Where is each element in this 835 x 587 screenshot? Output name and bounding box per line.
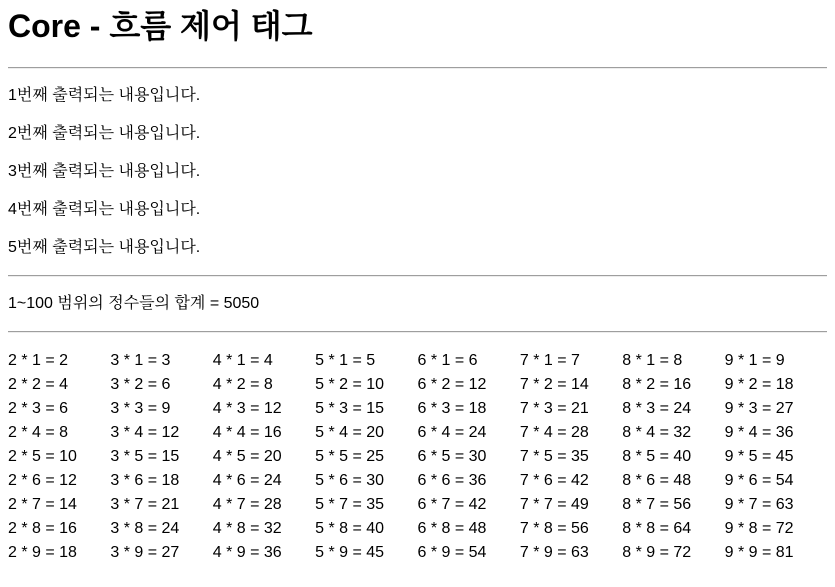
loop-message: 2번째 출력되는 내용입니다. — [8, 124, 201, 142]
mul-cell: 9 * 9 = 81 — [724, 543, 794, 561]
loop-message: 5번째 출력되는 내용입니다. — [8, 238, 201, 256]
mul-cell: 8 * 6 = 48 — [622, 471, 692, 489]
mul-cell: 3 * 5 = 15 — [110, 447, 180, 465]
mul-row — [8, 445, 827, 469]
mul-row — [8, 349, 827, 373]
mul-cell: 4 * 9 = 36 — [212, 543, 282, 561]
mul-cell: 8 * 8 = 64 — [622, 519, 692, 537]
mul-cell: 7 * 8 = 56 — [519, 519, 589, 537]
mul-cell: 9 * 3 = 27 — [724, 399, 794, 417]
mul-cell: 3 * 6 = 18 — [110, 471, 180, 489]
multiplication-table — [8, 349, 827, 565]
mul-cell: 6 * 4 = 24 — [417, 423, 487, 441]
mul-cell: 2 * 8 = 16 — [8, 519, 77, 537]
mul-cell: 5 * 8 = 40 — [315, 519, 385, 537]
mul-cell: 4 * 3 = 12 — [212, 399, 282, 417]
mul-cell: 4 * 7 = 28 — [212, 495, 282, 513]
mul-row — [8, 541, 827, 565]
mul-cell: 3 * 8 = 24 — [110, 519, 180, 537]
mul-cell: 3 * 1 = 3 — [110, 351, 171, 369]
mul-cell: 9 * 6 = 54 — [724, 471, 794, 489]
mul-cell: 3 * 4 = 12 — [110, 423, 180, 441]
mul-cell: 5 * 4 = 20 — [315, 423, 385, 441]
mul-cell: 6 * 7 = 42 — [417, 495, 487, 513]
mul-row — [8, 421, 827, 445]
mul-cell: 8 * 7 = 56 — [622, 495, 692, 513]
mul-cell: 5 * 2 = 10 — [315, 375, 385, 393]
mul-cell: 3 * 9 = 27 — [110, 543, 180, 561]
mul-row — [8, 517, 827, 541]
sum-section — [8, 293, 827, 315]
mul-cell: 2 * 4 = 8 — [8, 423, 69, 441]
loop-message: 1번째 출력되는 내용입니다. — [8, 86, 201, 104]
divider — [8, 67, 827, 69]
mul-cell: 6 * 6 = 36 — [417, 471, 487, 489]
mul-cell: 4 * 2 = 8 — [212, 375, 273, 393]
mul-cell: 4 * 1 = 4 — [212, 351, 273, 369]
mul-cell: 6 * 1 = 6 — [417, 351, 478, 369]
mul-cell: 6 * 9 = 54 — [417, 543, 487, 561]
mul-row — [8, 493, 827, 517]
mul-cell: 7 * 9 = 63 — [519, 543, 589, 561]
mul-cell: 2 * 5 = 10 — [8, 447, 77, 465]
mul-cell: 7 * 2 = 14 — [519, 375, 589, 393]
mul-cell: 5 * 1 = 5 — [315, 351, 376, 369]
mul-cell: 9 * 8 = 72 — [724, 519, 794, 537]
mul-cell: 4 * 5 = 20 — [212, 447, 282, 465]
divider — [8, 275, 827, 277]
mul-cell: 8 * 5 = 40 — [622, 447, 692, 465]
mul-cell: 7 * 3 = 21 — [519, 399, 589, 417]
mul-row — [8, 469, 827, 493]
mul-cell: 2 * 9 = 18 — [8, 543, 77, 561]
mul-cell: 2 * 2 = 4 — [8, 375, 69, 393]
mul-cell: 5 * 3 = 15 — [315, 399, 385, 417]
mul-cell: 6 * 5 = 30 — [417, 447, 487, 465]
loop-message: 3번째 출력되는 내용입니다. — [8, 162, 201, 180]
sum-result-text: 1~100 범위의 정수들의 합계 = 5050 — [8, 294, 260, 312]
mul-cell: 8 * 9 = 72 — [622, 543, 692, 561]
mul-cell: 5 * 6 = 30 — [315, 471, 385, 489]
mul-cell: 2 * 1 = 2 — [8, 351, 69, 369]
mul-cell: 7 * 1 = 7 — [519, 351, 580, 369]
mul-cell: 2 * 3 = 6 — [8, 399, 69, 417]
mul-cell: 4 * 4 = 16 — [212, 423, 282, 441]
mul-cell: 8 * 4 = 32 — [622, 423, 692, 441]
mul-cell: 5 * 5 = 25 — [315, 447, 385, 465]
mul-cell: 2 * 6 = 12 — [8, 471, 77, 489]
page-title: Core - 흐름 제어 태그 — [8, 8, 313, 44]
mul-cell: 8 * 1 = 8 — [622, 351, 683, 369]
mul-cell: 2 * 7 = 14 — [8, 495, 77, 513]
mul-cell: 7 * 4 = 28 — [519, 423, 589, 441]
mul-cell: 9 * 1 = 9 — [724, 351, 785, 369]
mul-row — [8, 397, 827, 421]
mul-cell: 7 * 6 = 42 — [519, 471, 589, 489]
mul-cell: 9 * 7 = 63 — [724, 495, 794, 513]
mul-cell: 9 * 4 = 36 — [724, 423, 794, 441]
loop-message: 4번째 출력되는 내용입니다. — [8, 200, 201, 218]
mul-cell: 6 * 2 = 12 — [417, 375, 487, 393]
mul-cell: 8 * 2 = 16 — [622, 375, 692, 393]
mul-cell: 3 * 3 = 9 — [110, 399, 171, 417]
mul-cell: 7 * 5 = 35 — [519, 447, 589, 465]
mul-cell: 9 * 2 = 18 — [724, 375, 794, 393]
mul-cell: 5 * 7 = 35 — [315, 495, 385, 513]
mul-cell: 4 * 8 = 32 — [212, 519, 282, 537]
mul-cell: 5 * 9 = 45 — [315, 543, 385, 561]
mul-cell: 6 * 8 = 48 — [417, 519, 487, 537]
mul-cell: 4 * 6 = 24 — [212, 471, 282, 489]
mul-cell: 3 * 2 = 6 — [110, 375, 171, 393]
mul-row — [8, 373, 827, 397]
loop-output-section — [8, 85, 827, 259]
mul-cell: 7 * 7 = 49 — [519, 495, 589, 513]
mul-cell: 8 * 3 = 24 — [622, 399, 692, 417]
mul-cell: 9 * 5 = 45 — [724, 447, 794, 465]
mul-cell: 3 * 7 = 21 — [110, 495, 180, 513]
divider — [8, 331, 827, 333]
mul-cell: 6 * 3 = 18 — [417, 399, 487, 417]
